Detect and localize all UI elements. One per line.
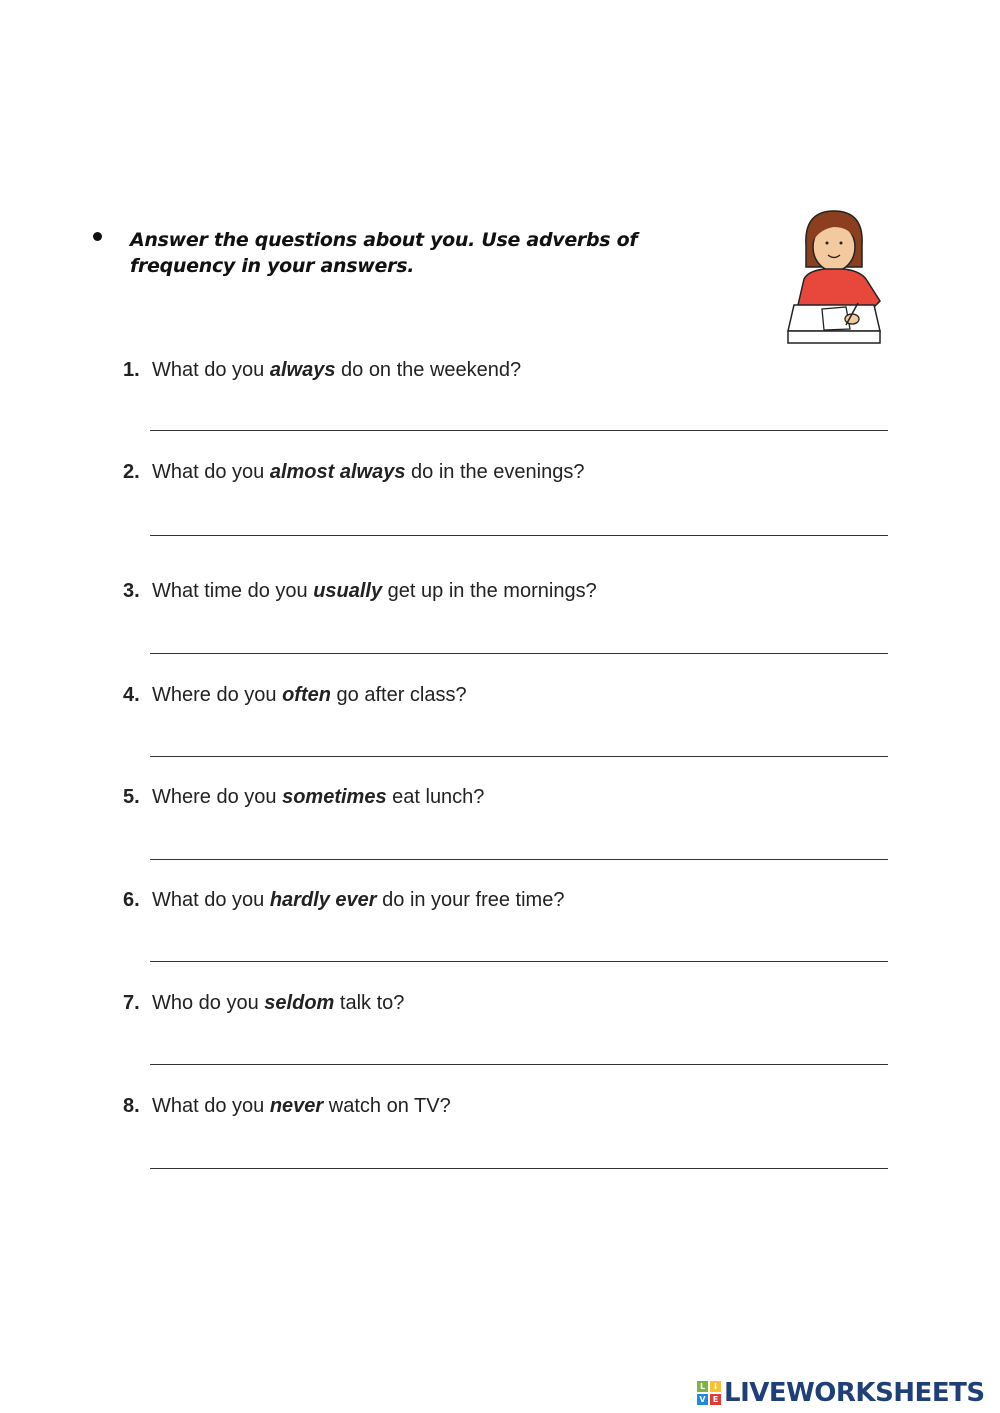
answer-line-3[interactable] [150, 653, 888, 654]
answer-line-8[interactable] [150, 1168, 888, 1169]
answer-line-5[interactable] [150, 859, 888, 860]
live-blocks-icon: L I V E [697, 1381, 721, 1405]
logo-text: LIVEWORKSHEETS [724, 1378, 985, 1408]
adverb: always [269, 359, 336, 381]
question-2: 2. What do you almost always do in the evenings? [123, 461, 585, 483]
question-1: 1. What do you always do on the weekend? [123, 359, 522, 381]
answer-line-4[interactable] [150, 756, 888, 757]
answer-line-1[interactable] [150, 430, 888, 431]
adverb: hardly ever [269, 889, 377, 911]
adverb: seldom [264, 992, 335, 1014]
instruction-text: Answer the questions about you. Use adverbs of frequency in your answers. [130, 229, 638, 277]
question-3: 3. What time do you usually get up in the mornings? [123, 580, 597, 602]
question-7: 7. Who do you seldom talk to? [123, 992, 405, 1014]
question-8: 8. What do you never watch on TV? [123, 1095, 451, 1117]
answer-line-6[interactable] [150, 961, 888, 962]
answer-line-2[interactable] [150, 535, 888, 536]
question-6: 6. What do you hardly ever do in your free time? [123, 889, 565, 911]
question-4: 4. Where do you often go after class? [123, 684, 467, 706]
adverb: almost always [269, 461, 406, 483]
liveworksheets-logo [697, 1378, 985, 1408]
girl-writing-illustration [784, 205, 884, 347]
adverb: sometimes [282, 786, 387, 808]
answer-line-7[interactable] [150, 1064, 888, 1065]
adverb: usually [313, 580, 383, 602]
adverb: never [269, 1095, 324, 1117]
bullet-icon [93, 232, 102, 241]
question-5: 5. Where do you sometimes eat lunch? [123, 786, 485, 808]
adverb: often [282, 684, 331, 706]
